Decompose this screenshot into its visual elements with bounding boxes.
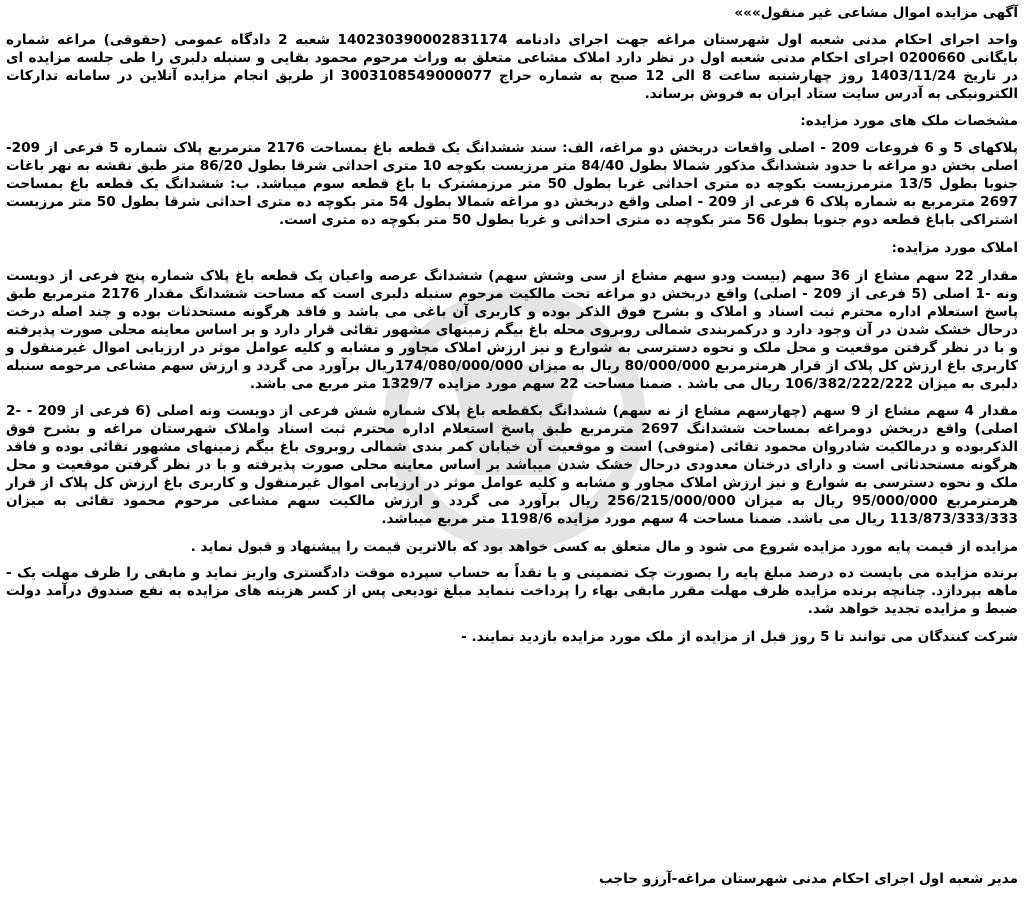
auction-start-text: مزایده از قیمت پایه مورد مزایده شروع می شود و مال متعلق به کسی خواهد بود که بالاترین قیمت را پیشنهاد و قبول نماید . bbox=[190, 539, 1018, 555]
notice-intro: واحد اجرای احکام مدنی شعبه اول شهرستان مراغه جهت اجرای دادنامه 140230390002831174 شعبه 2 دادگاه عمومی (حقوقی) مراغه شماره بایگانی 0200660 اجرای احکام مدنی شعبه اول در نظر دارد املاک مشاعی متعلق به وراث مرحوم محمود بقایی و سنبله دلبری را طی جلسه مزایده ای در تاریخ 1403/11/24 روز چهارشنبه ساعت 8 الی 12 صبح به شماره حراج 3003108549000077 از طریق انجام مزایده آنلاین در سامانه تدارکات الکترونیکی به آدرس سایت ستاد ایران به فروش برساند. bbox=[6, 32, 1019, 102]
signature-line: مدیر شعبه اول اجرای احکام مدنی شهرستان مراغه-آرزو حاجب bbox=[599, 871, 1018, 887]
payment-terms-text: برنده مزایده می بایست ده درصد مبلغ پایه را بصورت چک تضمینی و یا نقداً به حساب سپرده موقت دادگستری واریز نماید و مابقی را ظرف مهلت یک - ماهه بپردازد. چنانچه برنده مزایده ظرف مهلت مقرر مابقی بهاء را پرداخت ننماید مبلغ تودیعی پس از کسر هزینه های مزایده به نفع صندوق درآمد دولت ضبط و مزایده تجدید خواهد شد. bbox=[6, 565, 1018, 617]
property-item-1: مقدار 22 سهم مشاع از 36 سهم (بیست ودو سهم مشاع از سی وشش سهم) ششدانگ عرصه واعیان یک قطعه باغ پلاک شماره پنج فرعی از دویست ونه -1 اصلی (5 فرعی از 209 - اصلی) واقع دربخش دو مراغه تحت مالکیت مرحوم سنبله دلبری است که مساحت ششدانگ مقدار 2176 مترمربع طبق پاسخ استعلام اداره محترم ثبت اسناد و املاک و بشرح فوق الذکر بوده و کاربری آن باغی می باشد و فاقد هرگونه مستحدثات بوده و چند اصله درخت درحال خشک شدن در آن وجود دارد و درکمربندی شمالی روبروی محله باغ بیگم زمینهای مشهور تقائی قرار دارد و بر اساس معاینه محلی صورت پذیرفته و با در نظر گرفتن موقعیت و محل ملک و نحوه دسترسی به شوارع و نیز ارزش املاک مجاور و مشابه و کلیه عوامل موثر در ارزیابی اموال غیرمنقول و کاربری باغ ارزش کل پلاک از قرار هرمترمربع 80/000/000 ریال به میزان 174/080/000/000ریال برآورد می گردد و ارزش سهم مشاعی مرحومه سنبله دلبری به میزان 106/382/222/222 ریال می باشد . ضمنا مساحت 22 سهم مورد مزایده 1329/7 متر مربع می باشد. bbox=[6, 268, 1019, 392]
properties-heading: املاک مورد مزایده: bbox=[891, 240, 1018, 256]
notice-page bbox=[6, 4, 1018, 902]
specs-text: پلاکهای 5 و 6 فروعات 209 - اصلی واقعات دربخش دو مراغه، الف: سند ششدانگ یک قطعه باغ بمساحت 2176 مترمربع پلاک شماره 5 فرعی از 209- اصلی بخش دو مراغه با حدود ششدانگ مذکور شمالا بطول 84/40 متر مرزیست بکوچه 10 متری احداثی شرقا بطول 86/20 متر طبق نقشه به نهر باغات جنوبا بطول 13/5 مترمرزیست بکوچه ده متری احداثی غربا بطول 50 متر مرزمشترک با باغ قطعه سوم میباشد. ب: ششدانگ یک قطعه باغ بمساحت 2697 مترمربع به شماره پلاک 6 فرعی از 209 - اصلی واقع دربخش دو مراغه شمالا بطول 54 متر بکوچه ده متری احداثی شرقا بطول 50 متر مرزیست اشتراکی باباغ قطعه دوم جنوبا بطول 56 متر بکوچه ده متری احداثی و غربا بطول 50 متر بکوچه ده متری است. bbox=[6, 140, 1018, 228]
specs-heading: مشخصات ملک های مورد مزایده: bbox=[800, 113, 1018, 129]
property-item-2: مقدار 4 سهم مشاع از 9 سهم (چهارسهم مشاع از نه سهم) ششدانگ بکقطعه باغ پلاک شماره شش فرعی از دویست ونه اصلی (6 فرعی از 209 - -2 اصلی) واقع دربخش دومراغه بمساحت ششدانگ 2697 مترمربع طبق پاسخ استعلام اداره محترم ثبت اسناد واملاک شهرستان مراغه و بشرح فوق الذکربوده و درمالکیت شادروان محمود تقائی (متوفی) است و موقعیت آن خیابان کمر بندی شمالی روبروی باغ بیگم زمینهای مشهور تقائی بوده و فاقد هرگونه مستحدثاتی است و دارای درختان معدودی درحال خشک شدن میباشد بر اساس معاینه محلی صورت پذیرفته و با در نظر گرفتن موقعیت و محل ملک و نحوه دسترسی به شوارع و نیز ارزش املاک مجاور و مشابه و کلیه عوامل موثر در ارزیابی اموال غیرمنقول و کاربری باغ ارزش کل پلاک از قرار هرمترمربع 95/000/000 ریال به میزان 256/215/000/000 ریال برآورد می گردد و ارزش مالکیت سهم مشاعی مرحوم محمود تقائی به میزان 113/873/333/333 ریال می باشد. ضمنا مساحت 4 سهم مورد مزایده 1198/6 متر مربع میباشد. bbox=[6, 403, 1018, 527]
visit-note-text: شرکت کنندگان می توانند تا 5 روز قبل از مزایده از ملک مورد مزایده بازدید نمایند. - bbox=[461, 629, 1018, 645]
notice-title: آگهی مزایده اموال مشاعی غیر منقول»»» bbox=[734, 5, 1018, 21]
